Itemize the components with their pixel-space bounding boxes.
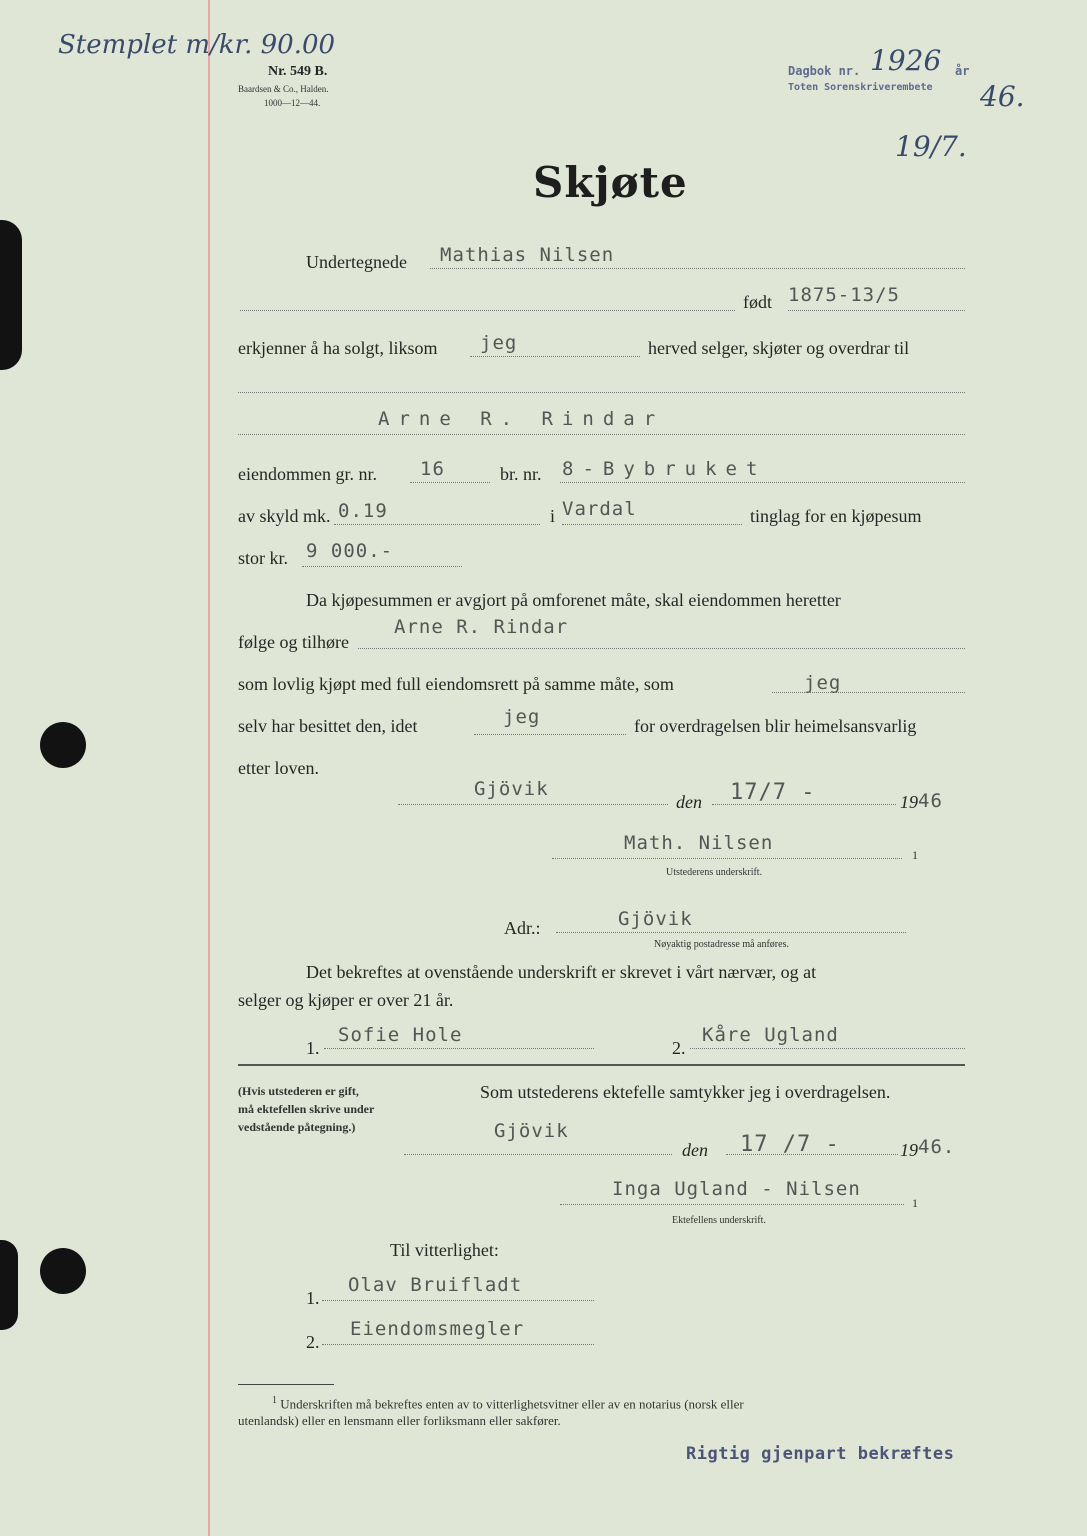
footnote-mark: 1 xyxy=(912,848,918,862)
den-label: den xyxy=(676,792,702,812)
dotted-line xyxy=(324,1048,594,1049)
dotted-line xyxy=(560,482,965,483)
witness-1-name: Sofie Hole xyxy=(338,1024,463,1046)
dagbok-number: 1926 xyxy=(870,44,942,77)
address-label: Adr.: xyxy=(504,918,541,938)
dagbok-year: 46. xyxy=(980,80,1025,113)
dagbok-label: Dagbok nr. xyxy=(788,64,861,78)
printer-name: Baardsen & Co., Halden. xyxy=(238,84,329,94)
confirmation-text-2: selger og kjøper er over 21 år. xyxy=(238,990,454,1010)
spouse-den-label: den xyxy=(682,1140,708,1160)
address-value: Gjövik xyxy=(618,908,693,930)
dotted-line xyxy=(322,1344,594,1345)
witness-2-number: 2. xyxy=(672,1038,686,1058)
punch-hole xyxy=(40,722,86,768)
dotted-line xyxy=(410,482,490,483)
selv-value: jeg xyxy=(503,706,541,728)
skyld-value: 0.19 xyxy=(338,500,388,522)
gr-value: 16 xyxy=(420,458,445,480)
vitterlighet-1-number: 1. xyxy=(306,1288,320,1308)
born-value: 1875-13/5 xyxy=(788,284,900,306)
spouse-footnote-mark: 1 xyxy=(912,1196,918,1210)
dotted-line xyxy=(404,1154,672,1155)
born-label: født xyxy=(743,292,772,312)
dotted-line xyxy=(690,1048,965,1049)
price-value: 9 000.- xyxy=(306,540,394,562)
registry-date: 19/7. xyxy=(895,130,967,163)
lovlig-text: som lovlig kjøpt med full eiendomsrett på samme måte, som xyxy=(238,674,674,694)
address-caption: Nøyaktig postadresse må anføres. xyxy=(654,939,789,950)
section-divider xyxy=(238,1064,965,1066)
dotted-line xyxy=(470,356,640,357)
spouse-note-1: (Hvis utstederen er gift, xyxy=(238,1084,359,1098)
seller-pronoun: jeg xyxy=(480,332,518,354)
footnote-line-1: $^1$ Underskriften må bekreftes enten av to vitterlighetsvitner eller av en notarius (norsk eller xyxy=(272,1395,744,1412)
seller-name: Mathias Nilsen xyxy=(440,244,615,266)
buyer-name: Arne R. Rindar xyxy=(378,408,665,430)
vitterlighet-2-number: 2. xyxy=(306,1332,320,1352)
dotted-line xyxy=(358,648,965,649)
spouse-signature: Inga Ugland - Nilsen xyxy=(612,1178,861,1200)
spouse-signing-date: 17 /7 - xyxy=(740,1132,840,1157)
br-value: 8-Bybruket xyxy=(562,458,767,480)
dotted-line xyxy=(398,804,668,805)
dotted-line xyxy=(562,524,742,525)
margin-rule xyxy=(208,0,210,1536)
year-prefix: 19 xyxy=(900,792,918,812)
dotted-line xyxy=(726,1154,898,1155)
gr-label: eiendommen gr. nr. xyxy=(238,464,377,484)
dotted-line xyxy=(322,1300,594,1301)
signing-place: Gjövik xyxy=(474,778,549,800)
confirmation-text-1: Det bekreftes at ovenstående underskrift er skrevet i vårt nærvær, og at xyxy=(306,962,817,982)
witness-1-number: 1. xyxy=(306,1038,320,1058)
property-location: Vardal xyxy=(562,498,637,520)
punch-hole xyxy=(40,1248,86,1294)
spouse-consent-text: Som utstederens ektefelle samtykker jeg i overdragelsen. xyxy=(480,1082,891,1102)
year-suffix: 46 xyxy=(918,790,943,812)
dotted-line xyxy=(334,524,540,525)
vitterlighet-label: Til vitterlighet: xyxy=(390,1240,499,1260)
spouse-year-suffix: 46. xyxy=(918,1136,956,1158)
etter-text: etter loven. xyxy=(238,758,319,778)
dotted-line xyxy=(712,804,896,805)
folge-value: Arne R. Rindar xyxy=(394,616,569,638)
br-label: br. nr. xyxy=(500,464,542,484)
spouse-note-3: vedstående påtegning.) xyxy=(238,1120,356,1134)
spouse-signing-place: Gjövik xyxy=(494,1120,569,1142)
registry-office: Toten Sorenskriverembete xyxy=(788,82,933,93)
transfer-text: herved selger, skjøter og overdrar til xyxy=(648,338,910,358)
dotted-line xyxy=(556,932,906,933)
heimel-text: for overdragelsen blir heimelsansvarlig xyxy=(634,716,917,736)
dotted-line xyxy=(430,268,965,269)
spouse-note-2: må ektefellen skrive under xyxy=(238,1102,375,1116)
print-run: 1000—12—44. xyxy=(264,98,321,108)
dotted-line xyxy=(772,692,965,693)
signing-date: 17/7 - xyxy=(730,780,816,805)
binding-edge xyxy=(0,220,22,370)
lovlig-value: jeg xyxy=(804,672,842,694)
footnote-line-2: utenlandsk) eller en lensmann eller forliksmann eller sakfører. xyxy=(238,1413,561,1428)
dotted-line xyxy=(238,392,965,393)
dotted-line xyxy=(560,1204,904,1205)
dotted-line xyxy=(552,858,902,859)
dotted-line xyxy=(240,310,735,311)
certification-stamp: Rigtig gjenpart bekræftes xyxy=(686,1444,955,1464)
spouse-signature-caption: Ektefellens underskrift. xyxy=(672,1215,766,1226)
dotted-line xyxy=(788,310,965,311)
witness-2-name: Kåre Ugland xyxy=(702,1024,839,1046)
binding-edge xyxy=(0,1240,18,1330)
form-number: Nr. 549 B. xyxy=(268,64,328,79)
tinglag-text: tinglag for en kjøpesum xyxy=(750,506,922,526)
dotted-line xyxy=(238,434,965,435)
vitterlighet-1-name: Olav Bruifladt xyxy=(348,1274,523,1296)
skyld-label: av skyld mk. xyxy=(238,506,331,526)
seller-label: Undertegnede xyxy=(306,252,407,272)
paragraph-text: Da kjøpesummen er avgjort på omforenet måte, skal eiendommen heretter xyxy=(306,590,841,610)
signature-caption: Utstederens underskrift. xyxy=(666,867,763,878)
i-label: i xyxy=(550,506,556,526)
document-title: Skjøte xyxy=(533,158,688,207)
seller-signature: Math. Nilsen xyxy=(624,832,774,854)
acknowledge-text: erkjenner å ha solgt, liksom xyxy=(238,338,438,358)
dagbok-year-label: år xyxy=(955,64,970,78)
folge-label: følge og tilhøre xyxy=(238,632,349,652)
stamp-fee-note: Stemplet m/kr. 90.00 xyxy=(58,30,336,60)
footnote-rule xyxy=(238,1384,334,1385)
spouse-year-prefix: 19 xyxy=(900,1140,918,1160)
dotted-line xyxy=(474,734,626,735)
vitterlighet-2-name: Eiendomsmegler xyxy=(350,1318,525,1340)
price-label: stor kr. xyxy=(238,548,289,568)
selv-text: selv har besittet den, idet xyxy=(238,716,418,736)
dotted-line xyxy=(302,566,462,567)
